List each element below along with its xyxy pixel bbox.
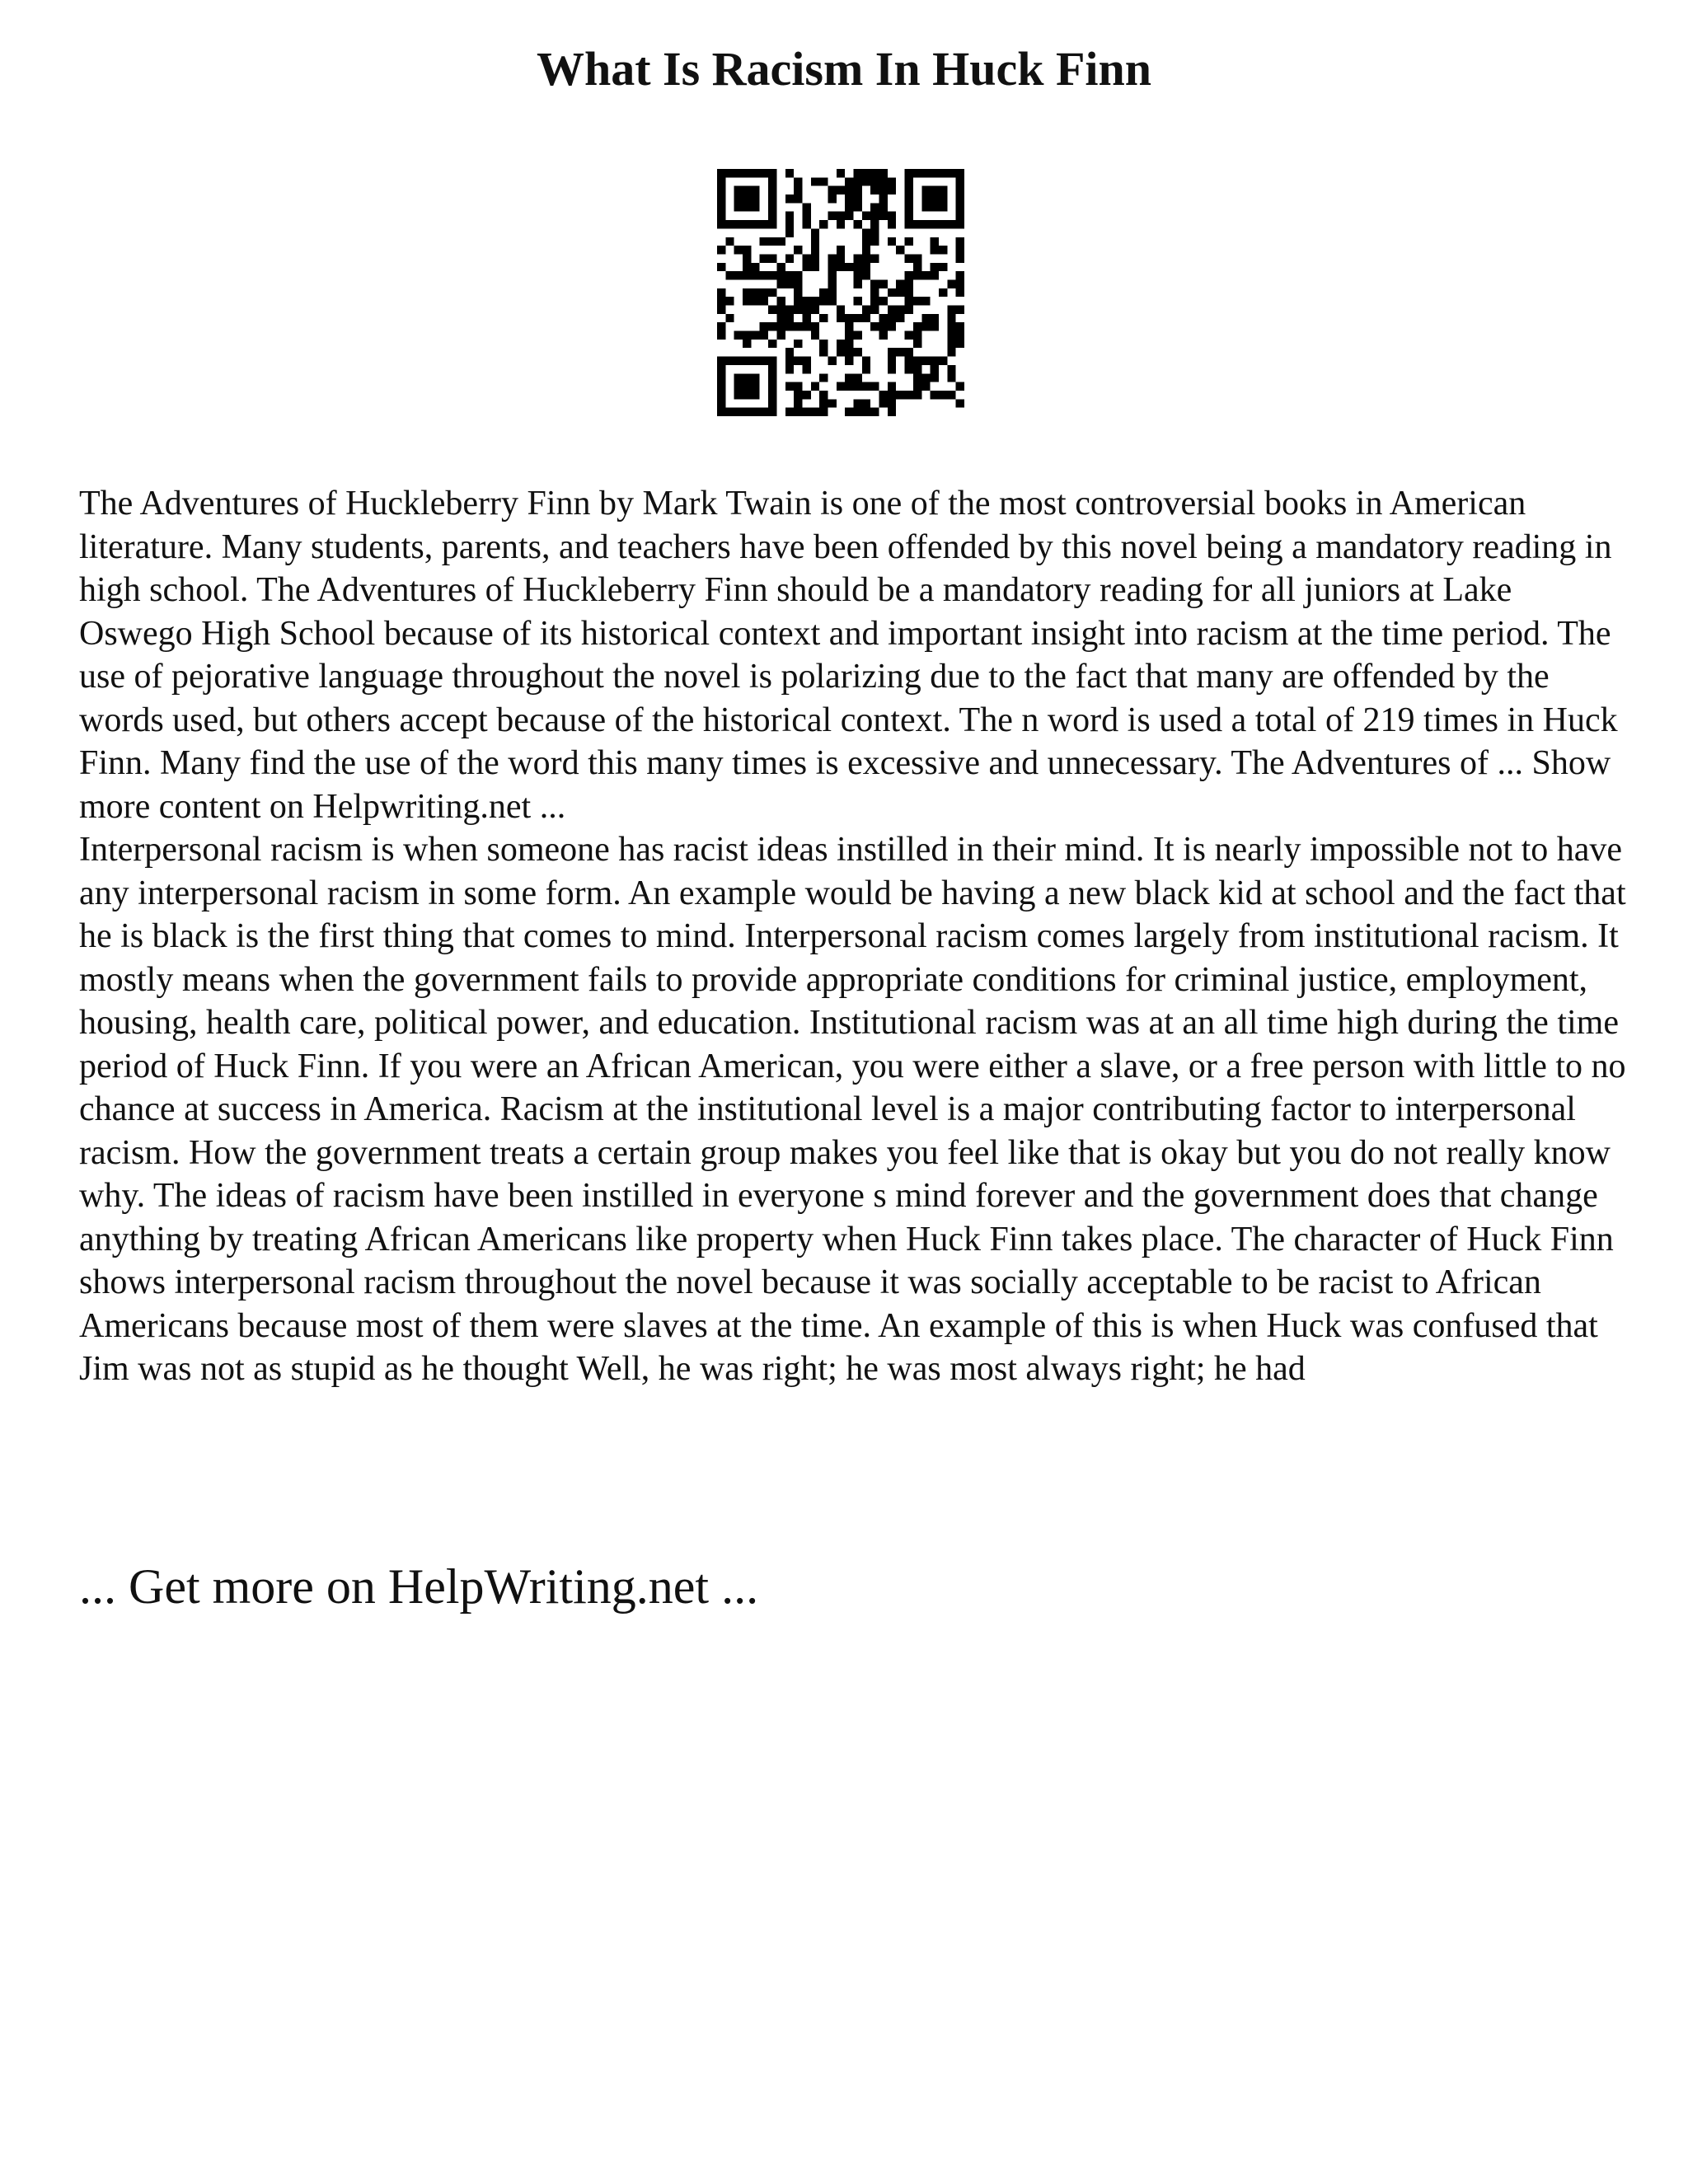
get-more-link[interactable]: ... Get more on HelpWriting.net ... [79, 1559, 759, 1614]
paragraph-2: Interpersonal racism is when someone has racist ideas instilled in their mind. It is nearly impossible not to have any interpersonal racism in some form. An example would be having a new black kid at school and the fact that he is black is the first thing that comes to mind. Interpersonal racism comes largely from institutional racism. It mostly means when the government fails to provide appropriate conditions for criminal justice, employment, housing, health care, political power, and education. Institutional racism was at an all time high during the time period of Huck Finn. If you were an African American, you were either a slave, or a free person with little to no chance at success in America. Racism at the institutional level is a major contributing factor to interpersonal racism. How the government treats a certain group makes you feel like that is okay but you do not really know why. The ideas of racism have been instilled in everyone s mind forever and the government does that change anything by treating African Americans like property when Huck Finn takes place. The character of Huck Finn shows interpersonal racism throughout the novel because it was socially acceptable to be racist to African Americans because most of them were slaves at the time. An example of this is when Huck was confused that Jim was not as stupid as he thought Well, he was right; he was most always right; he had [79, 831, 1626, 1388]
article-body [79, 482, 1629, 1391]
page-title: What Is Racism In Huck Finn [536, 42, 1152, 96]
paragraph-1: The Adventures of Huckleberry Finn by Mark Twain is one of the most controversial books in American literature. Many students, parents, and teachers have been offended by this novel being a mandatory reading in high school. The Adventures of Huckleberry Finn should be a mandatory reading for all juniors at Lake Oswego High School because of its historical context and important insight into racism at the time period. The use of pejorative language throughout the novel is polarizing due to the fact that many are offended by the words used, but others accept because of the historical context. The n word is used a total of 219 times in Huck Finn. Many find the use of the word this many times is excessive and unnecessary. The Adventures of ... Show more content on Helpwriting.net ... [79, 485, 1618, 826]
qr-code-icon [717, 169, 964, 416]
qr-code-graphic [717, 169, 964, 416]
